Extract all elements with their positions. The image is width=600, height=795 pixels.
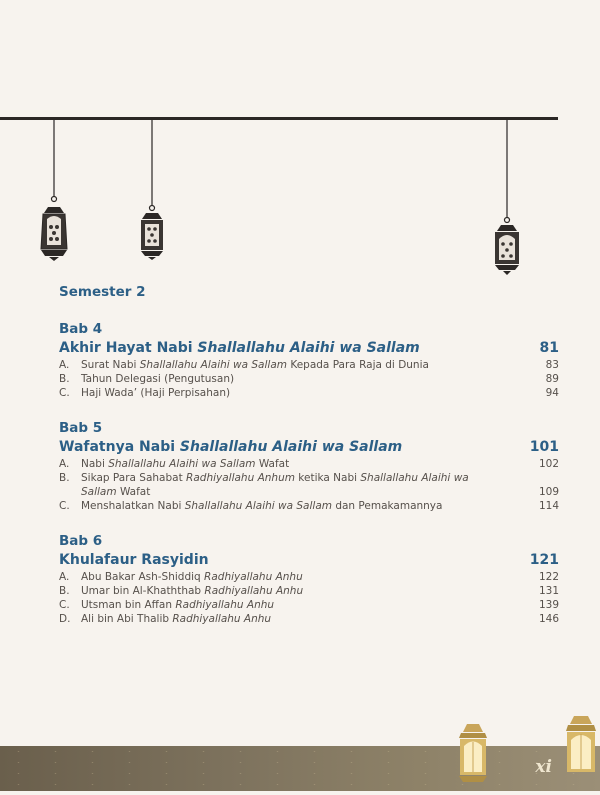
toc-item[interactable]: C. Haji Wada’ (Haji Perpisahan) 94 — [59, 387, 559, 399]
chapter-page: 121 — [529, 552, 559, 568]
toc-item[interactable]: B. Umar bin Al-Khaththab Radhiyallahu Anhu 131 — [59, 585, 559, 597]
toc-item[interactable]: A. Nabi Shallallahu Alaihi wa Sallam Wafat 102 — [59, 458, 559, 470]
toc-item[interactable]: A. Abu Bakar Ash-Shiddiq Radhiyallahu Anhu 122 — [59, 571, 559, 583]
toc-item[interactable]: B. Tahun Delegasi (Pengutusan) 89 — [59, 373, 559, 385]
gold-lantern-icon — [453, 722, 493, 795]
lantern-icon — [137, 119, 167, 264]
chapter-bab-5 — [59, 419, 559, 513]
toc-item[interactable]: A. Surat Nabi Shallallahu Alaihi wa Sallam Kepada Para Raja di Dunia 83 — [59, 359, 559, 371]
semester-heading: Semester 2 — [59, 284, 146, 300]
hanging-rod — [0, 117, 558, 120]
chapter-title[interactable]: Khulafaur Rasyidin 121 — [59, 552, 559, 568]
table-of-contents — [59, 282, 559, 626]
chapter-page: 101 — [529, 439, 559, 455]
chapter-bab-6 — [59, 532, 559, 626]
chapter-page: 81 — [539, 340, 559, 356]
lantern-icon — [37, 119, 71, 264]
page-number: xi — [535, 757, 552, 777]
chapter-bab-4 — [59, 320, 559, 400]
toc-item[interactable]: C. Utsman bin Affan Radhiyallahu Anhu 139 — [59, 599, 559, 611]
chapter-title[interactable]: Wafatnya Nabi Shallallahu Alaihi wa Sallam 101 — [59, 439, 559, 455]
toc-item[interactable]: B. Sikap Para Sahabat Radhiyallahu Anhum ketika Nabi Shallallahu Alaihi wa Sallam Wafat 109 — [59, 472, 559, 498]
chapter-label: Bab 5 — [59, 420, 103, 436]
footer-band — [0, 746, 600, 791]
lantern-icon — [491, 119, 523, 279]
chapter-label: Bab 4 — [59, 321, 103, 337]
toc-item[interactable]: D. Ali bin Abi Thalib Radhiyallahu Anhu 146 — [59, 613, 559, 625]
chapter-title[interactable]: Akhir Hayat Nabi Shallallahu Alaihi wa Sallam 81 — [59, 340, 559, 356]
chapter-label: Bab 6 — [59, 533, 103, 549]
toc-item[interactable]: C. Menshalatkan Nabi Shallallahu Alaihi wa Sallam dan Pemakamannya 114 — [59, 500, 559, 512]
gold-lantern-icon — [562, 712, 600, 795]
